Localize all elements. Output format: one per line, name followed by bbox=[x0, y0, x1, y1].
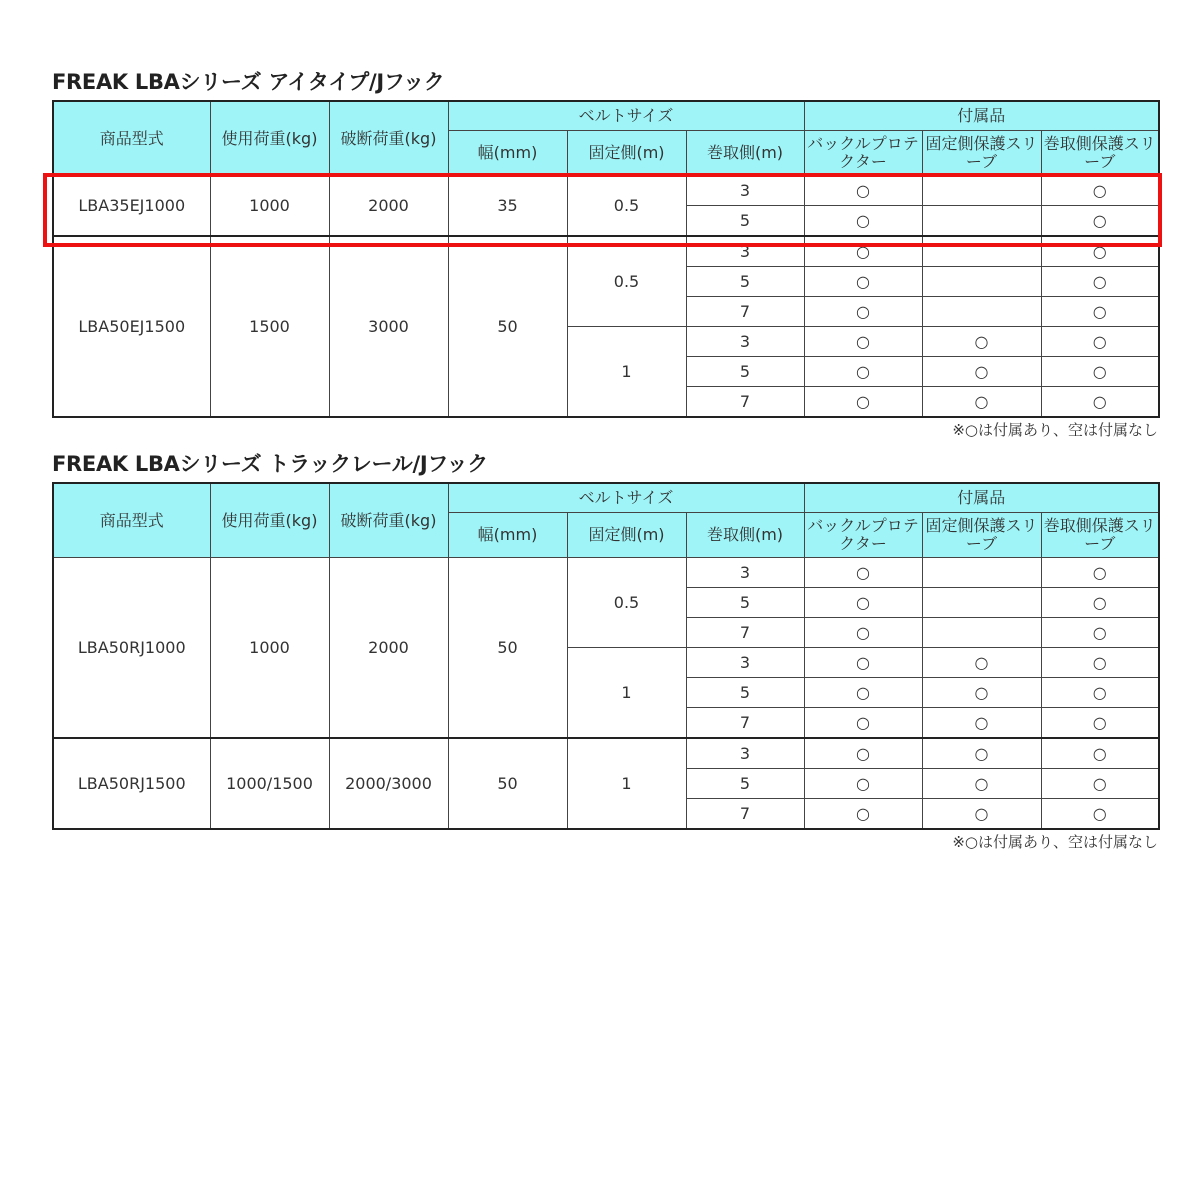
working-load-cell: 1000 bbox=[210, 176, 329, 237]
buckle-mark-cell: ○ bbox=[804, 708, 922, 739]
width-cell: 35 bbox=[448, 176, 567, 237]
header-fixed-side: 固定側(m) bbox=[567, 513, 686, 558]
winding-side-cell: 7 bbox=[686, 708, 804, 739]
header-winding-side: 巻取側(m) bbox=[686, 513, 804, 558]
spec-table bbox=[52, 482, 1160, 830]
width-cell: 50 bbox=[448, 236, 567, 417]
width-cell: 50 bbox=[448, 738, 567, 829]
header-buckle-protector: バックルプロテクター bbox=[804, 513, 922, 558]
winding-side-cell: 3 bbox=[686, 327, 804, 357]
winding-sleeve-mark-cell: ○ bbox=[1041, 678, 1159, 708]
winding-side-cell: 3 bbox=[686, 236, 804, 267]
fixed-sleeve-mark-cell: ○ bbox=[922, 387, 1041, 418]
buckle-mark-cell: ○ bbox=[804, 267, 922, 297]
header-winding-sleeve: 巻取側保護スリーブ bbox=[1041, 131, 1159, 176]
header-width: 幅(mm) bbox=[448, 131, 567, 176]
winding-side-cell: 7 bbox=[686, 618, 804, 648]
winding-sleeve-mark-cell: ○ bbox=[1041, 558, 1159, 588]
header-working-load: 使用荷重(kg) bbox=[210, 101, 329, 176]
buckle-mark-cell: ○ bbox=[804, 588, 922, 618]
fixed-sleeve-mark-cell: ○ bbox=[922, 648, 1041, 678]
winding-side-cell: 7 bbox=[686, 799, 804, 830]
fixed-sleeve-mark-cell bbox=[922, 206, 1041, 237]
winding-sleeve-mark-cell: ○ bbox=[1041, 206, 1159, 237]
fixed-sleeve-mark-cell bbox=[922, 176, 1041, 206]
model-cell: LBA50RJ1500 bbox=[53, 738, 210, 829]
fixed-sleeve-mark-cell bbox=[922, 267, 1041, 297]
buckle-mark-cell: ○ bbox=[804, 297, 922, 327]
winding-sleeve-mark-cell: ○ bbox=[1041, 738, 1159, 769]
width-cell: 50 bbox=[448, 558, 567, 739]
fixed-sleeve-mark-cell bbox=[922, 588, 1041, 618]
fixed-side-cell: 0.5 bbox=[567, 558, 686, 648]
winding-sleeve-mark-cell: ○ bbox=[1041, 799, 1159, 830]
winding-side-cell: 3 bbox=[686, 738, 804, 769]
header-winding-side: 巻取側(m) bbox=[686, 131, 804, 176]
model-cell: LBA50EJ1500 bbox=[53, 236, 210, 417]
buckle-mark-cell: ○ bbox=[804, 176, 922, 206]
spec-table bbox=[52, 100, 1160, 418]
fixed-side-cell: 1 bbox=[567, 738, 686, 829]
winding-side-cell: 7 bbox=[686, 297, 804, 327]
table-note: ※○は付属あり、空は付属なし bbox=[952, 833, 1158, 851]
buckle-mark-cell: ○ bbox=[804, 558, 922, 588]
table-row bbox=[53, 176, 1159, 206]
winding-side-cell: 3 bbox=[686, 558, 804, 588]
fixed-sleeve-mark-cell bbox=[922, 558, 1041, 588]
winding-side-cell: 3 bbox=[686, 648, 804, 678]
spec-section-eye-type bbox=[52, 64, 1158, 442]
header-fixed-sleeve: 固定側保護スリーブ bbox=[922, 513, 1041, 558]
table-row bbox=[53, 558, 1159, 588]
fixed-sleeve-mark-cell: ○ bbox=[922, 738, 1041, 769]
breaking-load-cell: 2000/3000 bbox=[329, 738, 448, 829]
buckle-mark-cell: ○ bbox=[804, 387, 922, 418]
working-load-cell: 1000/1500 bbox=[210, 738, 329, 829]
buckle-mark-cell: ○ bbox=[804, 236, 922, 267]
model-cell: LBA50RJ1000 bbox=[53, 558, 210, 739]
fixed-sleeve-mark-cell bbox=[922, 297, 1041, 327]
winding-side-cell: 5 bbox=[686, 588, 804, 618]
fixed-sleeve-mark-cell: ○ bbox=[922, 799, 1041, 830]
header-accessories: 付属品 bbox=[804, 483, 1159, 513]
header-winding-sleeve: 巻取側保護スリーブ bbox=[1041, 513, 1159, 558]
winding-sleeve-mark-cell: ○ bbox=[1041, 357, 1159, 387]
fixed-sleeve-mark-cell: ○ bbox=[922, 357, 1041, 387]
winding-sleeve-mark-cell: ○ bbox=[1041, 769, 1159, 799]
fixed-sleeve-mark-cell bbox=[922, 236, 1041, 267]
header-accessories: 付属品 bbox=[804, 101, 1159, 131]
buckle-mark-cell: ○ bbox=[804, 738, 922, 769]
winding-sleeve-mark-cell: ○ bbox=[1041, 297, 1159, 327]
fixed-sleeve-mark-cell: ○ bbox=[922, 327, 1041, 357]
table-row bbox=[53, 738, 1159, 769]
winding-sleeve-mark-cell: ○ bbox=[1041, 236, 1159, 267]
winding-side-cell: 5 bbox=[686, 769, 804, 799]
header-buckle-protector: バックルプロテクター bbox=[804, 131, 922, 176]
header-model: 商品型式 bbox=[53, 101, 210, 176]
buckle-mark-cell: ○ bbox=[804, 327, 922, 357]
fixed-sleeve-mark-cell: ○ bbox=[922, 769, 1041, 799]
buckle-mark-cell: ○ bbox=[804, 769, 922, 799]
winding-side-cell: 7 bbox=[686, 387, 804, 418]
buckle-mark-cell: ○ bbox=[804, 618, 922, 648]
table-body bbox=[53, 176, 1159, 418]
model-cell: LBA35EJ1000 bbox=[53, 176, 210, 237]
header-breaking-load: 破断荷重(kg) bbox=[329, 483, 448, 558]
table-title: FREAK LBAシリーズ アイタイプ/Jフック bbox=[52, 70, 445, 94]
winding-sleeve-mark-cell: ○ bbox=[1041, 327, 1159, 357]
header-model: 商品型式 bbox=[53, 483, 210, 558]
table-title: FREAK LBAシリーズ トラックレール/Jフック bbox=[52, 452, 488, 476]
header-fixed-side: 固定側(m) bbox=[567, 131, 686, 176]
breaking-load-cell: 3000 bbox=[329, 236, 448, 417]
buckle-mark-cell: ○ bbox=[804, 678, 922, 708]
header-belt-size: ベルトサイズ bbox=[448, 483, 804, 513]
winding-sleeve-mark-cell: ○ bbox=[1041, 648, 1159, 678]
fixed-side-cell: 0.5 bbox=[567, 176, 686, 237]
buckle-mark-cell: ○ bbox=[804, 799, 922, 830]
working-load-cell: 1500 bbox=[210, 236, 329, 417]
winding-side-cell: 5 bbox=[686, 267, 804, 297]
winding-sleeve-mark-cell: ○ bbox=[1041, 267, 1159, 297]
spec-section-track-rail bbox=[52, 446, 1158, 854]
header-width: 幅(mm) bbox=[448, 513, 567, 558]
breaking-load-cell: 2000 bbox=[329, 558, 448, 739]
fixed-sleeve-mark-cell: ○ bbox=[922, 678, 1041, 708]
fixed-sleeve-mark-cell: ○ bbox=[922, 708, 1041, 739]
winding-sleeve-mark-cell: ○ bbox=[1041, 708, 1159, 739]
winding-side-cell: 5 bbox=[686, 357, 804, 387]
fixed-side-cell: 1 bbox=[567, 648, 686, 739]
table-note: ※○は付属あり、空は付属なし bbox=[952, 421, 1158, 439]
fixed-sleeve-mark-cell bbox=[922, 618, 1041, 648]
buckle-mark-cell: ○ bbox=[804, 357, 922, 387]
header-breaking-load: 破断荷重(kg) bbox=[329, 101, 448, 176]
buckle-mark-cell: ○ bbox=[804, 648, 922, 678]
winding-side-cell: 5 bbox=[686, 206, 804, 237]
fixed-side-cell: 0.5 bbox=[567, 236, 686, 327]
winding-sleeve-mark-cell: ○ bbox=[1041, 176, 1159, 206]
working-load-cell: 1000 bbox=[210, 558, 329, 739]
winding-sleeve-mark-cell: ○ bbox=[1041, 588, 1159, 618]
header-fixed-sleeve: 固定側保護スリーブ bbox=[922, 131, 1041, 176]
fixed-side-cell: 1 bbox=[567, 327, 686, 418]
winding-side-cell: 5 bbox=[686, 678, 804, 708]
buckle-mark-cell: ○ bbox=[804, 206, 922, 237]
winding-sleeve-mark-cell: ○ bbox=[1041, 618, 1159, 648]
winding-sleeve-mark-cell: ○ bbox=[1041, 387, 1159, 418]
breaking-load-cell: 2000 bbox=[329, 176, 448, 237]
table-body bbox=[53, 558, 1159, 830]
header-belt-size: ベルトサイズ bbox=[448, 101, 804, 131]
header-working-load: 使用荷重(kg) bbox=[210, 483, 329, 558]
table-row bbox=[53, 236, 1159, 267]
winding-side-cell: 3 bbox=[686, 176, 804, 206]
